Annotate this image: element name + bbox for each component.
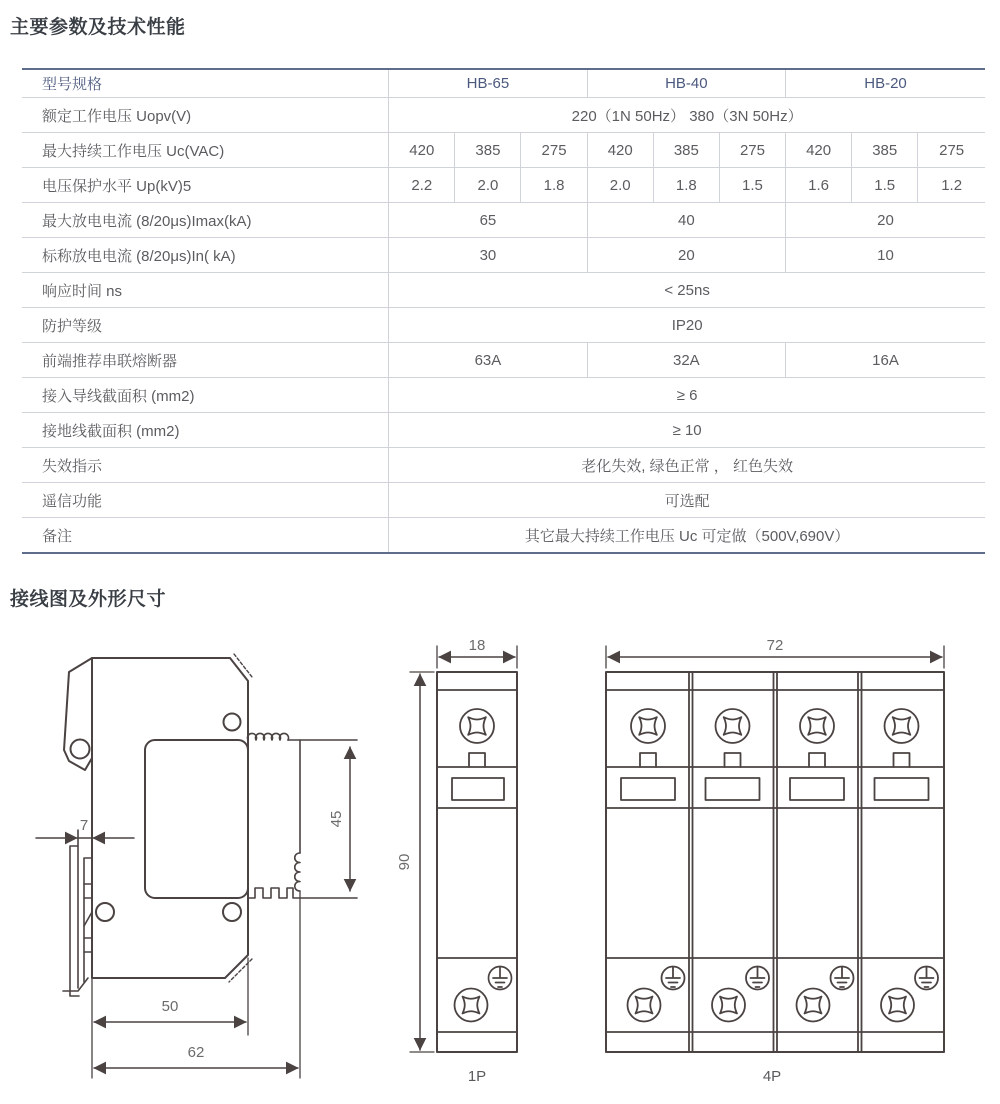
section-title-parameters: 主要参数及技术性能 bbox=[10, 17, 186, 38]
value-cell: 1.5 bbox=[719, 168, 785, 203]
table-row bbox=[22, 203, 985, 238]
table-row bbox=[22, 343, 985, 378]
screw-terminal-icon bbox=[800, 709, 834, 743]
screw-terminal-icon bbox=[881, 989, 914, 1022]
row-label-cell: 失效指示 bbox=[42, 457, 103, 475]
table-row bbox=[22, 378, 985, 413]
value-cell: 16A bbox=[786, 343, 985, 378]
dim-rail-width-label: 7 bbox=[79, 817, 89, 834]
row-label-cell: 遥信功能 bbox=[42, 492, 103, 510]
screw-terminal-icon bbox=[631, 709, 665, 743]
indicator-window bbox=[790, 778, 844, 800]
latch-tab bbox=[809, 753, 825, 767]
spec-table bbox=[22, 68, 985, 554]
plug-module bbox=[145, 740, 248, 898]
ground-icon-glyph bbox=[666, 967, 680, 987]
din-rail-detail bbox=[63, 830, 92, 996]
value-cell: 275 bbox=[719, 133, 785, 168]
value-cell: 275 bbox=[918, 133, 985, 168]
value-cell: 63A bbox=[389, 343, 587, 378]
value-cell: 2.0 bbox=[587, 168, 653, 203]
indicator-window bbox=[875, 778, 929, 800]
latch-tab bbox=[725, 753, 741, 767]
table-row bbox=[22, 518, 985, 554]
value-cell: 2.0 bbox=[455, 168, 521, 203]
indicator-window bbox=[452, 778, 504, 800]
screw-terminal-icon bbox=[797, 989, 830, 1022]
table-row bbox=[22, 238, 985, 273]
row-label-cell: 标称放电电流 (8/20μs)In( kA) bbox=[42, 247, 236, 265]
value-cell: 420 bbox=[786, 133, 852, 168]
ground-icon-glyph bbox=[751, 967, 765, 987]
indicator-window bbox=[621, 778, 675, 800]
value-cell: ≥ 6 bbox=[389, 378, 985, 413]
header-model-cell: HB-40 bbox=[587, 69, 785, 98]
row-label-cell: 响应时间 ns bbox=[42, 282, 123, 300]
row-label-cell: 最大持续工作电压 Uc(VAC) bbox=[42, 142, 225, 160]
value-cell: 385 bbox=[653, 133, 719, 168]
value-cell: 32A bbox=[587, 343, 785, 378]
row-label-cell: 电压保护水平 Up(kV)5 bbox=[42, 177, 192, 195]
front-view-4p bbox=[606, 646, 944, 1052]
section-title-drawings: 接线图及外形尺寸 bbox=[10, 589, 167, 610]
latch-tab bbox=[469, 753, 485, 767]
value-cell: 2.2 bbox=[389, 168, 455, 203]
table-row bbox=[22, 133, 985, 168]
table-header-row bbox=[22, 69, 985, 98]
value-cell: 10 bbox=[786, 238, 985, 273]
module-internals bbox=[621, 708, 938, 1022]
value-cell: 40 bbox=[587, 203, 785, 238]
row-label-cell: 前端推荐串联熔断器 bbox=[42, 352, 178, 370]
spec-table-body bbox=[22, 69, 985, 553]
value-cell: 275 bbox=[521, 133, 587, 168]
module-divider bbox=[774, 672, 778, 1052]
dim-4p-width-label: 72 bbox=[766, 637, 784, 654]
label-1p: 1P bbox=[467, 1068, 487, 1085]
module-divider bbox=[689, 672, 693, 1052]
row-label-cell: 额定工作电压 Uopv(V) bbox=[42, 107, 192, 125]
row-label-cell: 最大放电电流 (8/20μs)Imax(kA) bbox=[42, 212, 252, 230]
value-cell: 420 bbox=[389, 133, 455, 168]
screw-terminal-icon bbox=[716, 709, 750, 743]
clip-hole bbox=[71, 740, 90, 759]
value-cell: 1.5 bbox=[852, 168, 918, 203]
value-cell: < 25ns bbox=[389, 273, 985, 308]
value-cell: IP20 bbox=[389, 308, 985, 343]
header-model-cell: HB-20 bbox=[786, 69, 985, 98]
table-row bbox=[22, 168, 985, 203]
label-4p: 4P bbox=[762, 1068, 782, 1085]
row-label-cell: 接地线截面积 (mm2) bbox=[42, 422, 180, 440]
dimension-drawings bbox=[0, 620, 1000, 1104]
value-cell: 420 bbox=[587, 133, 653, 168]
dim-1p-width-label: 18 bbox=[468, 637, 486, 654]
ground-icon-glyph bbox=[920, 967, 934, 987]
value-cell: 30 bbox=[389, 238, 587, 273]
value-cell: 1.8 bbox=[653, 168, 719, 203]
value-cell: 1.8 bbox=[521, 168, 587, 203]
value-cell: 220（1N 50Hz） 380（3N 50Hz） bbox=[389, 98, 985, 133]
table-row bbox=[22, 413, 985, 448]
dim-1p-height-label: 90 bbox=[396, 853, 413, 871]
value-cell: 1.2 bbox=[918, 168, 985, 203]
front-view-1p bbox=[410, 646, 517, 1052]
value-cell: 20 bbox=[587, 238, 785, 273]
dim-module-height-label: 45 bbox=[328, 810, 345, 828]
dim-body-depth-label: 50 bbox=[161, 998, 179, 1015]
value-cell: 385 bbox=[852, 133, 918, 168]
latch-tab bbox=[640, 753, 656, 767]
table-row bbox=[22, 308, 985, 343]
ground-icon bbox=[489, 967, 512, 990]
screw-terminal-icon bbox=[712, 989, 745, 1022]
value-cell: 其它最大持续工作电压 Uc 可定做（500V,690V） bbox=[389, 518, 985, 554]
bottom-zigzag bbox=[248, 888, 357, 898]
latch-tab bbox=[894, 753, 910, 767]
module-divider bbox=[858, 672, 862, 1052]
table-row bbox=[22, 98, 985, 133]
header-model-cell: HB-65 bbox=[389, 69, 587, 98]
row-label-cell: 备注 bbox=[42, 527, 73, 545]
table-row bbox=[22, 483, 985, 518]
top-coil bbox=[248, 733, 289, 740]
dim-total-depth-label: 62 bbox=[187, 1044, 205, 1061]
table-row bbox=[22, 448, 985, 483]
ground-icon-glyph bbox=[835, 967, 849, 987]
vertical-spring bbox=[295, 853, 300, 891]
value-cell: 老化失效, 绿色正常 ， 红色失效 bbox=[389, 448, 985, 483]
screw-terminal-icon bbox=[885, 709, 919, 743]
side-profile-drawing bbox=[36, 654, 357, 1078]
screw-terminal-icon bbox=[628, 989, 661, 1022]
row-label-cell: 接入导线截面积 (mm2) bbox=[42, 387, 195, 405]
row-label-cell: 防护等级 bbox=[42, 317, 103, 335]
value-cell: 可选配 bbox=[389, 483, 985, 518]
table-row bbox=[22, 273, 985, 308]
value-cell: 65 bbox=[389, 203, 587, 238]
header-label-cell: 型号规格 bbox=[42, 76, 103, 93]
value-cell: ≥ 10 bbox=[389, 413, 985, 448]
value-cell: 385 bbox=[455, 133, 521, 168]
indicator-window bbox=[706, 778, 760, 800]
value-cell: 20 bbox=[786, 203, 985, 238]
value-cell: 1.6 bbox=[786, 168, 852, 203]
